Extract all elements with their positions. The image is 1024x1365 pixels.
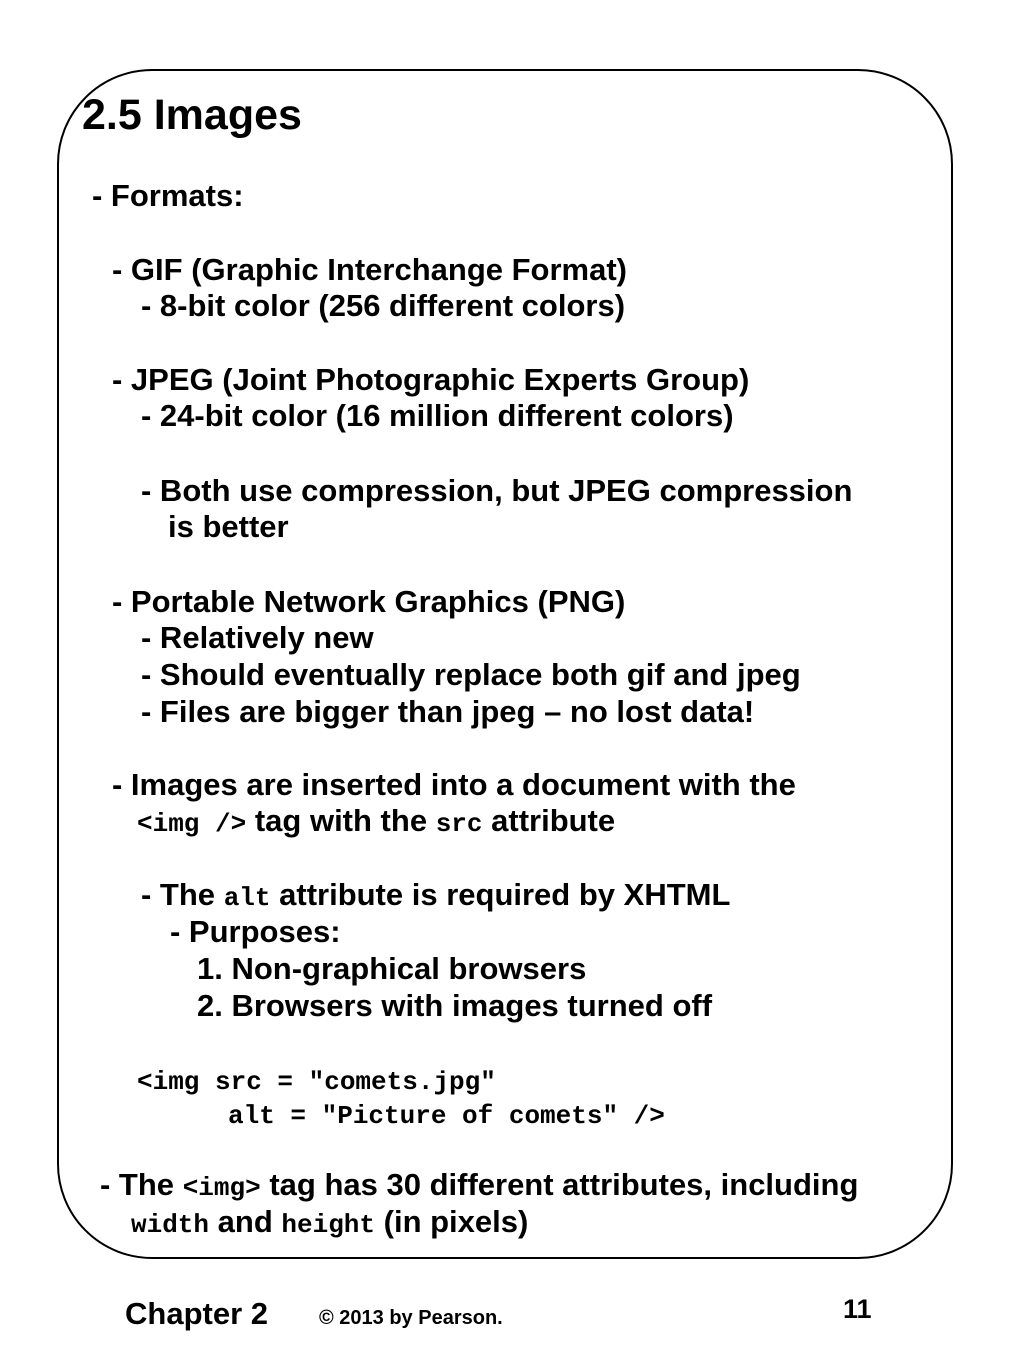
jpeg-label: - JPEG (Joint Photographic Experts Group)	[112, 362, 750, 397]
attributes-text-start: - The	[100, 1167, 175, 1202]
insert-text-mid: tag with the	[254, 803, 428, 838]
alt-attribute-code: alt	[223, 883, 271, 913]
png-detail-1: - Relatively new	[141, 620, 374, 655]
insert-line-2	[137, 803, 615, 842]
page-number: 11	[843, 1294, 872, 1324]
compression-line-1: - Both use compression, but JPEG compression	[141, 473, 853, 508]
insert-text-end: attribute	[491, 803, 616, 838]
attributes-text-mid: tag has 30 different attributes, including	[269, 1167, 859, 1202]
img-tag-code: <img />	[137, 809, 247, 839]
png-label: - Portable Network Graphics (PNG)	[112, 584, 626, 619]
compression-line-2: is better	[168, 509, 289, 544]
jpeg-detail: - 24-bit color (16 million different colors)	[141, 398, 734, 433]
alt-line	[141, 877, 730, 916]
gif-label: - GIF (Graphic Interchange Format)	[112, 252, 627, 287]
png-detail-3: - Files are bigger than jpeg – no lost data!	[141, 694, 755, 729]
insert-line-1: - Images are inserted into a document with the	[112, 767, 796, 802]
formats-heading: - Formats:	[92, 178, 244, 213]
purposes-heading: - Purposes:	[170, 914, 341, 949]
code-example-line-2: alt = "Picture of comets" />	[228, 1101, 665, 1131]
img-tag-code-2: <img>	[182, 1173, 261, 1203]
src-attribute-code: src	[435, 809, 483, 839]
purpose-1: 1. Non-graphical browsers	[197, 951, 587, 986]
attributes-line-2	[131, 1204, 528, 1243]
footer-chapter: Chapter 2	[125, 1296, 268, 1331]
height-attribute-code: height	[281, 1210, 376, 1240]
attributes-text-end: (in pixels)	[383, 1204, 529, 1239]
alt-text-start: - The	[141, 877, 216, 912]
gif-detail: - 8-bit color (256 different colors)	[141, 288, 626, 323]
alt-text-end: attribute is required by XHTML	[279, 877, 731, 912]
code-example-line-1: <img src = "comets.jpg"	[137, 1067, 496, 1097]
attributes-line-1	[100, 1167, 858, 1206]
footer-copyright: © 2013 by Pearson.	[319, 1307, 503, 1329]
purpose-2: 2. Browsers with images turned off	[197, 988, 713, 1023]
png-detail-2: - Should eventually replace both gif and jpeg	[141, 657, 801, 692]
slide-title: 2.5 Images	[82, 91, 302, 139]
attributes-text-and: and	[217, 1204, 273, 1239]
width-attribute-code: width	[131, 1210, 210, 1240]
